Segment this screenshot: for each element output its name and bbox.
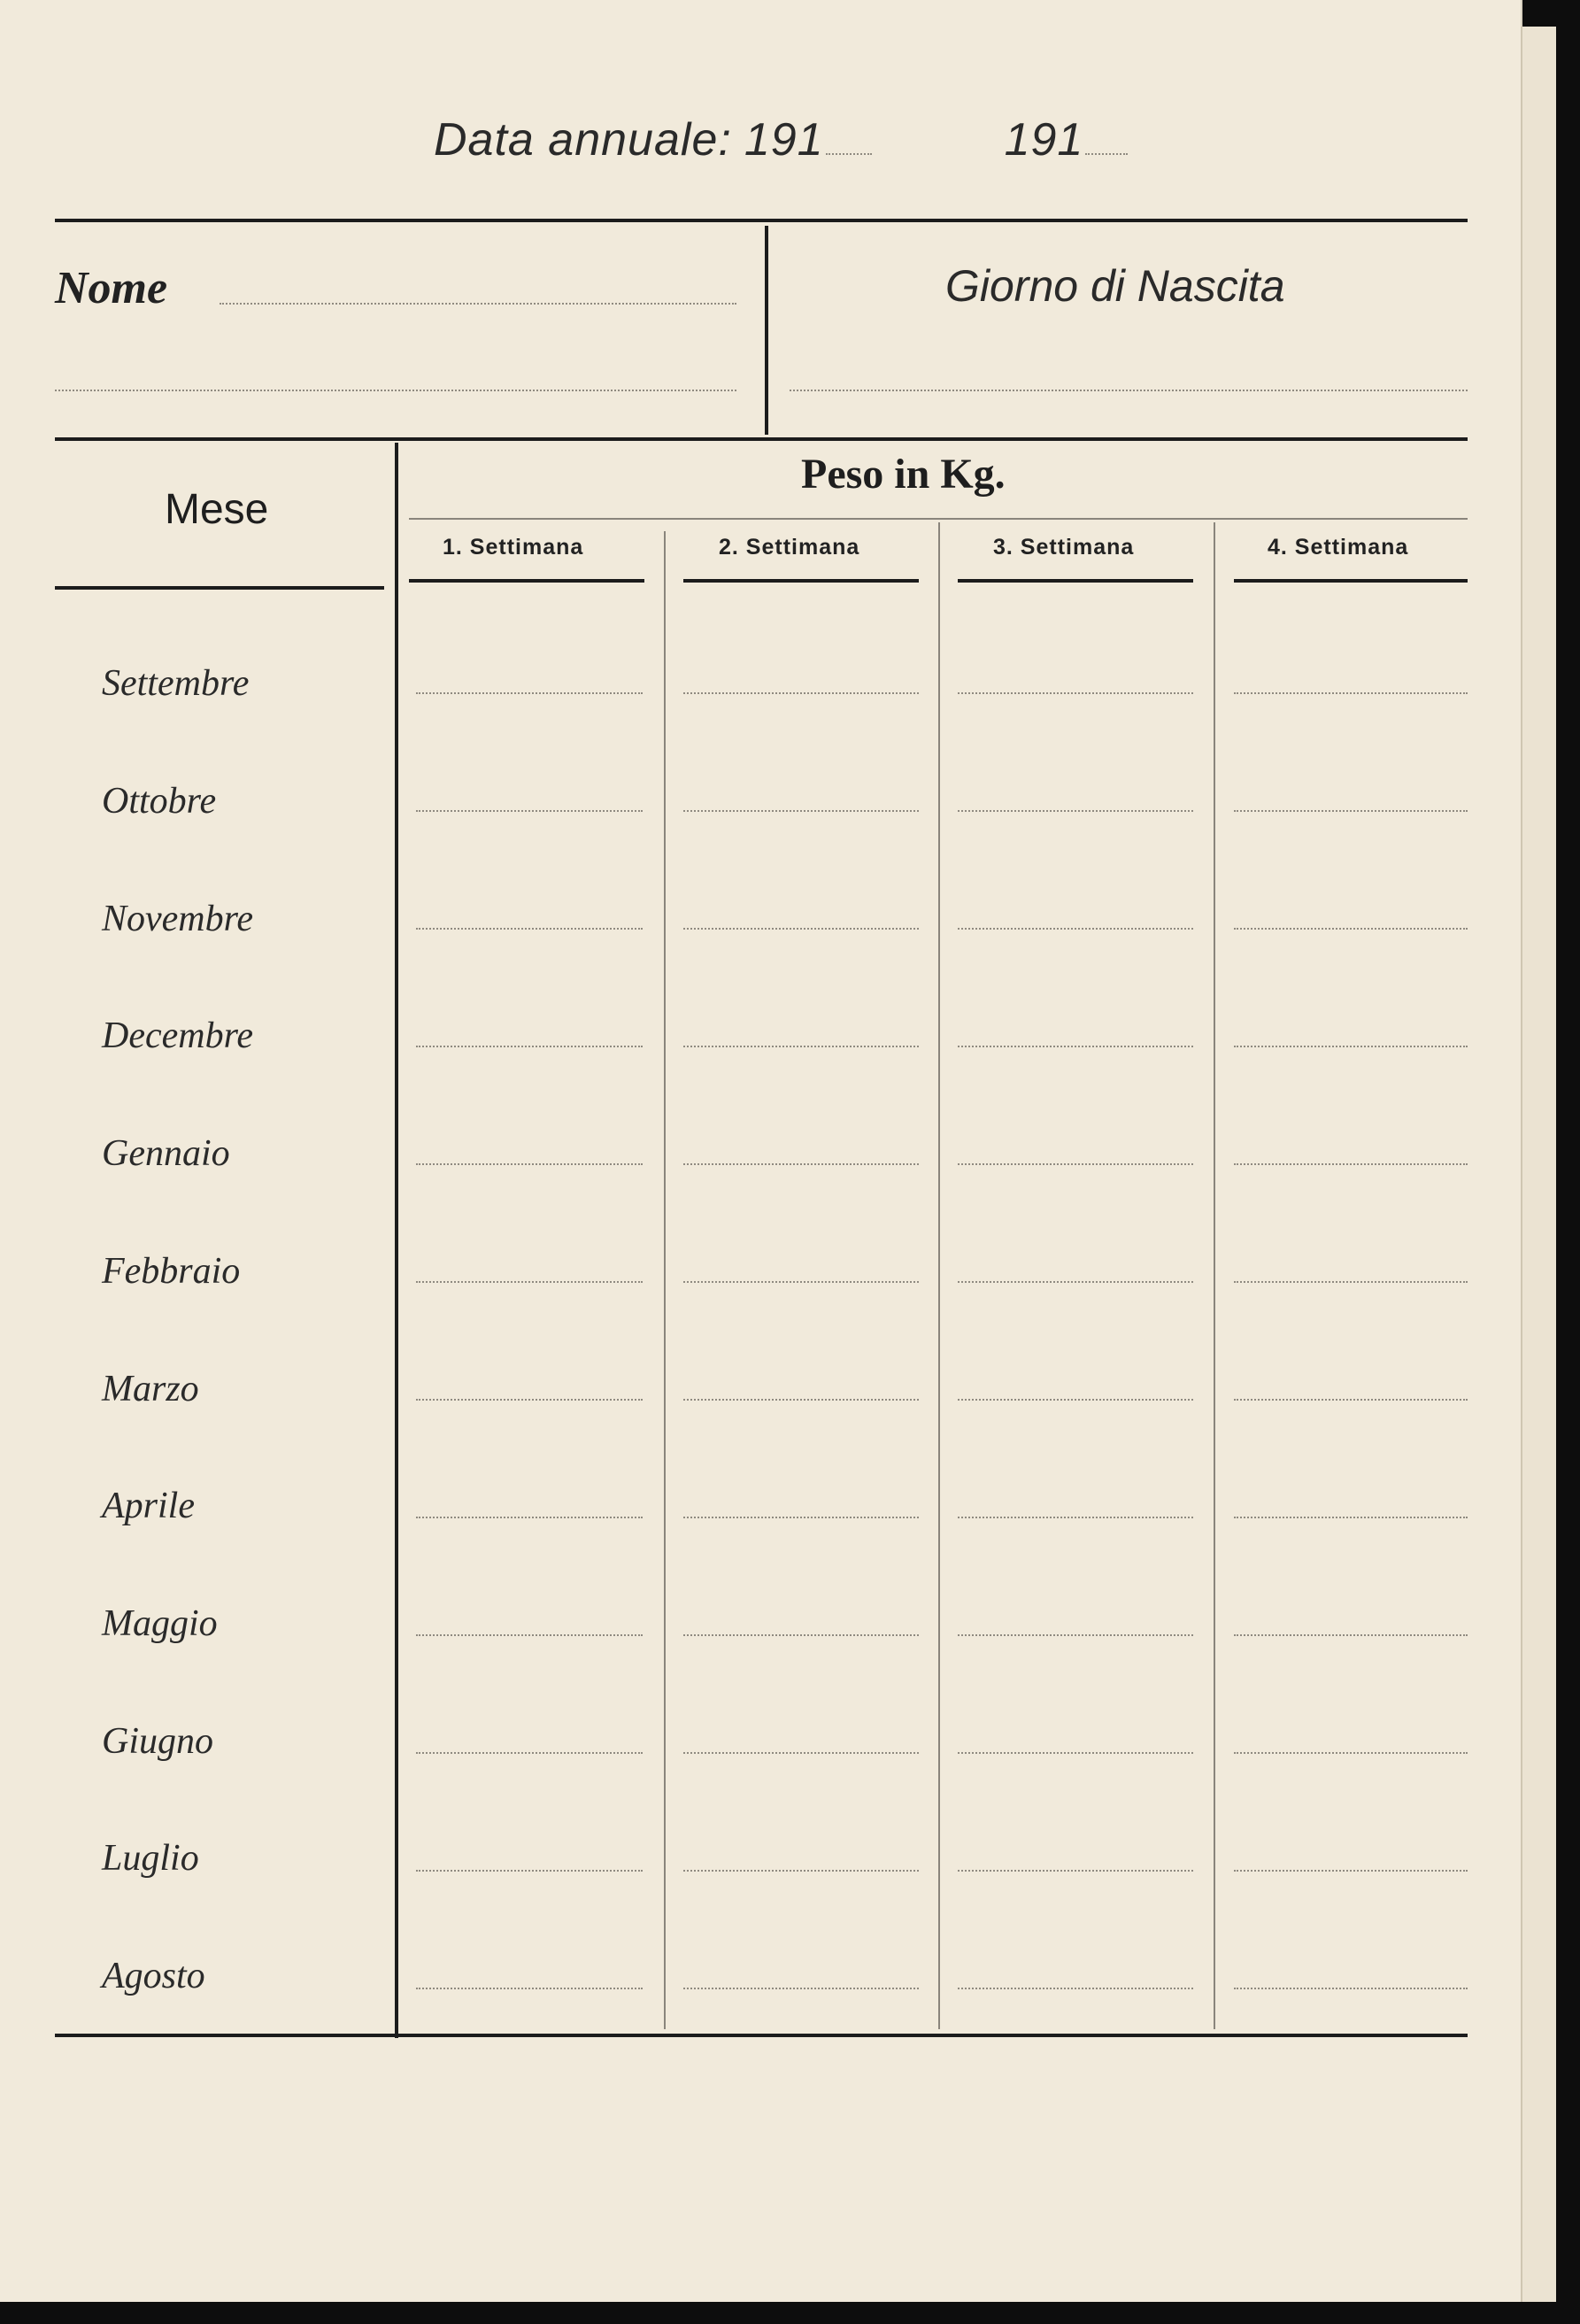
month-header-rule <box>55 586 384 590</box>
annual-date-heading <box>434 113 1128 166</box>
year-prefix-2: 191 <box>1004 114 1084 166</box>
weight-entry-7-week-2[interactable] <box>683 1399 919 1401</box>
weight-entry-7-week-3[interactable] <box>958 1399 1193 1401</box>
month-label-gennaio: Gennaio <box>102 1133 230 1174</box>
weight-entry-11-week-4[interactable] <box>1234 1870 1468 1872</box>
week-4-rule <box>1234 579 1468 583</box>
week-3-header: 3. Settimana <box>993 535 1135 560</box>
weight-entry-12-week-1[interactable] <box>416 1988 643 1989</box>
month-label-decembre: Decembre <box>102 1015 254 1056</box>
giorno-line[interactable] <box>790 390 1468 391</box>
week-separator-3 <box>1214 522 1215 2029</box>
month-label-marzo: Marzo <box>102 1369 199 1409</box>
weight-entry-12-week-4[interactable] <box>1234 1988 1468 1989</box>
weight-entry-1-week-4[interactable] <box>1234 692 1468 694</box>
month-label-settembre: Settembre <box>102 663 250 704</box>
week-4-header: 4. Settimana <box>1268 535 1409 560</box>
month-label-ottobre: Ottobre <box>102 781 217 822</box>
weight-entry-3-week-4[interactable] <box>1234 928 1468 930</box>
month-column-divider <box>395 443 398 2038</box>
name-birth-divider <box>765 226 768 435</box>
weight-entry-8-week-1[interactable] <box>416 1517 643 1518</box>
weight-entry-6-week-1[interactable] <box>416 1281 643 1283</box>
nome-label: Nome <box>55 263 168 313</box>
weight-entry-9-week-3[interactable] <box>958 1634 1193 1636</box>
weight-entry-8-week-4[interactable] <box>1234 1517 1468 1518</box>
weight-entry-10-week-2[interactable] <box>683 1752 919 1754</box>
weight-entry-7-week-1[interactable] <box>416 1399 643 1401</box>
weight-entry-10-week-3[interactable] <box>958 1752 1193 1754</box>
weight-entry-8-week-3[interactable] <box>958 1517 1193 1518</box>
weight-entry-5-week-4[interactable] <box>1234 1163 1468 1165</box>
week-2-header: 2. Settimana <box>719 535 860 560</box>
weight-entry-6-week-2[interactable] <box>683 1281 919 1283</box>
nome-line-1[interactable] <box>220 303 736 305</box>
month-label-agosto: Agosto <box>102 1956 205 1996</box>
year-blank-2[interactable] <box>1085 152 1128 155</box>
nome-line-2[interactable] <box>55 390 736 391</box>
weight-entry-4-week-2[interactable] <box>683 1046 919 1047</box>
week-1-rule <box>409 579 644 583</box>
weight-entry-5-week-3[interactable] <box>958 1163 1193 1165</box>
weight-entry-5-week-2[interactable] <box>683 1163 919 1165</box>
weight-entry-7-week-4[interactable] <box>1234 1399 1468 1401</box>
weight-entry-11-week-2[interactable] <box>683 1870 919 1872</box>
giorno-nascita-label: Giorno di Nascita <box>945 261 1285 311</box>
month-label-maggio: Maggio <box>102 1603 218 1644</box>
weight-entry-10-week-4[interactable] <box>1234 1752 1468 1754</box>
section-rule <box>55 437 1468 441</box>
weight-entry-3-week-3[interactable] <box>958 928 1193 930</box>
month-label-luglio: Luglio <box>102 1838 199 1879</box>
weight-entry-9-week-2[interactable] <box>683 1634 919 1636</box>
weight-subrule <box>409 518 1468 520</box>
weight-entry-12-week-3[interactable] <box>958 1988 1193 1989</box>
weight-entry-9-week-1[interactable] <box>416 1634 643 1636</box>
page-edge <box>1521 27 1556 2302</box>
weight-entry-4-week-1[interactable] <box>416 1046 643 1047</box>
annual-date-label: Data annuale: <box>434 114 732 166</box>
weight-entry-12-week-2[interactable] <box>683 1988 919 1989</box>
weight-entry-3-week-1[interactable] <box>416 928 643 930</box>
weight-entry-9-week-4[interactable] <box>1234 1634 1468 1636</box>
weight-entry-4-week-4[interactable] <box>1234 1046 1468 1047</box>
week-2-rule <box>683 579 919 583</box>
weight-entry-4-week-3[interactable] <box>958 1046 1193 1047</box>
week-1-header: 1. Settimana <box>443 535 584 560</box>
weight-entry-5-week-1[interactable] <box>416 1163 643 1165</box>
year-blank-1[interactable] <box>826 152 872 155</box>
week-separator-1 <box>664 531 666 2029</box>
month-label-novembre: Novembre <box>102 899 254 939</box>
top-rule <box>55 219 1468 222</box>
weight-entry-2-week-1[interactable] <box>416 810 643 812</box>
week-3-rule <box>958 579 1193 583</box>
weight-entry-8-week-2[interactable] <box>683 1517 919 1518</box>
weight-entry-1-week-1[interactable] <box>416 692 643 694</box>
month-label-aprile: Aprile <box>102 1486 195 1526</box>
week-separator-2 <box>938 522 940 2029</box>
weight-entry-3-week-2[interactable] <box>683 928 919 930</box>
weight-entry-1-week-3[interactable] <box>958 692 1193 694</box>
year-prefix-1: 191 <box>744 114 824 166</box>
month-label-giugno: Giugno <box>102 1721 213 1762</box>
weight-entry-11-week-1[interactable] <box>416 1870 643 1872</box>
weight-entry-1-week-2[interactable] <box>683 692 919 694</box>
weight-entry-2-week-2[interactable] <box>683 810 919 812</box>
weight-entry-2-week-4[interactable] <box>1234 810 1468 812</box>
weight-entry-10-week-1[interactable] <box>416 1752 643 1754</box>
weight-entry-11-week-3[interactable] <box>958 1870 1193 1872</box>
month-header: Mese <box>165 486 269 533</box>
month-label-febbraio: Febbraio <box>102 1251 241 1292</box>
bottom-rule <box>55 2034 1468 2037</box>
weight-header: Peso in Kg. <box>801 451 1006 498</box>
weight-entry-2-week-3[interactable] <box>958 810 1193 812</box>
weight-entry-6-week-4[interactable] <box>1234 1281 1468 1283</box>
weight-entry-6-week-3[interactable] <box>958 1281 1193 1283</box>
